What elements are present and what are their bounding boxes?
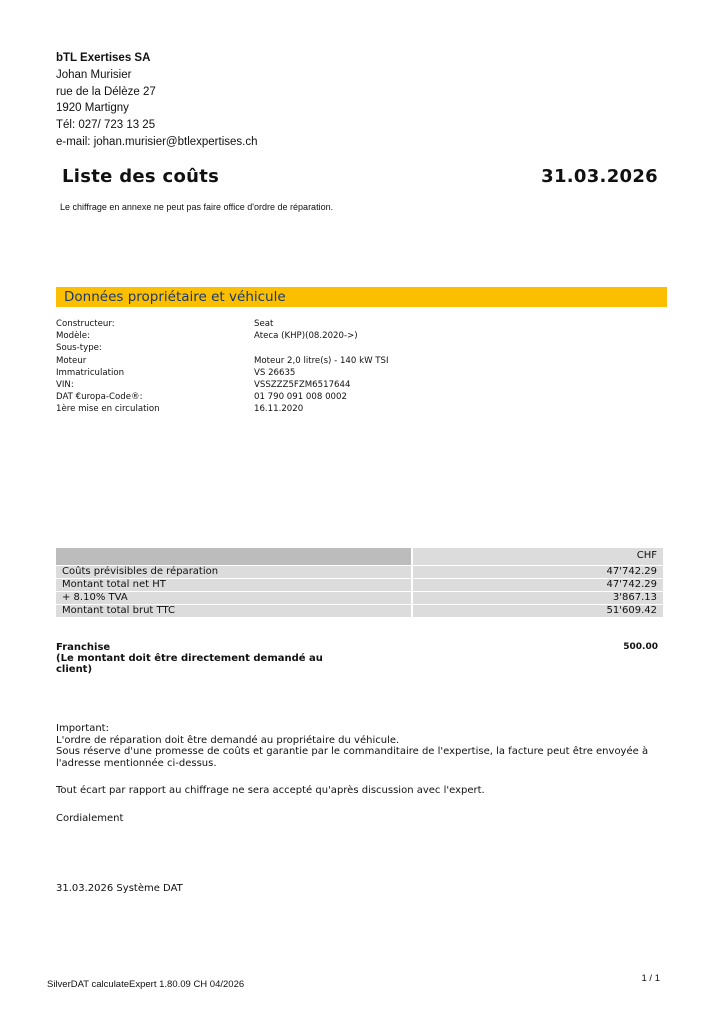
vehicle-value: Moteur 2,0 litre(s) - 140 kW TSI: [254, 355, 389, 366]
vehicle-label: VIN:: [56, 379, 74, 390]
sender-company: bTL Exertises SA: [56, 52, 151, 64]
vehicle-value: 16.11.2020: [254, 404, 304, 415]
vehicle-value: Seat: [254, 319, 274, 329]
system-date: 31.03.2026 Système DAT: [56, 883, 183, 894]
sender-name: Johan Murisier: [56, 68, 132, 81]
vehicle-value: Ateca (KHP)(08.2020->): [254, 331, 358, 342]
cost-label: Coûts prévisibles de réparation: [62, 565, 219, 577]
sender-city: 1920 Martigny: [56, 102, 129, 115]
vehicle-label: Sous-type:: [56, 343, 102, 354]
important-line: L'ordre de réparation doit être demandé au propriétaire du véhicule.: [56, 734, 400, 746]
vehicle-value: VS 26635: [254, 367, 296, 378]
currency-label: CHF: [636, 550, 657, 561]
franchise-block: [56, 642, 336, 675]
section-title: Données propriétaire et véhicule: [64, 289, 286, 305]
page-title: Liste des coûts: [62, 166, 220, 187]
franchise-amount: 500.00: [623, 642, 658, 652]
franchise-label: Franchise: [56, 642, 111, 653]
cost-amount: 47'742.29: [606, 578, 657, 590]
sender-phone: Tél: 027/ 723 13 25: [56, 119, 156, 132]
vehicle-label: Immatriculation: [56, 367, 125, 378]
deviation-note: Tout écart par rapport au chiffrage ne sera accepté qu'après discussion avec l'expert.: [56, 785, 485, 796]
cost-amount: 47'742.29: [606, 565, 657, 577]
vehicle-label: Constructeur:: [56, 319, 115, 329]
vehicle-label: Modèle:: [56, 331, 90, 342]
table-row: [56, 592, 663, 605]
important-notice: [56, 723, 666, 769]
important-title: Important:: [56, 723, 109, 734]
table-row: [56, 605, 663, 618]
cost-table: [56, 548, 663, 617]
document-date: 31.03.2026: [541, 166, 658, 187]
table-row: [56, 566, 663, 579]
cost-label: + 8.10% TVA: [62, 591, 128, 603]
sender-email: e-mail: johan.murisier@btlexpertises.ch: [56, 135, 258, 148]
vehicle-label: Moteur: [56, 355, 87, 366]
vehicle-label: 1ère mise en circulation: [56, 404, 160, 415]
cost-amount: 3'867.13: [612, 591, 657, 603]
disclaimer: Le chiffrage en annexe ne peut pas faire office d'ordre de réparation.: [60, 202, 334, 212]
cost-amount: 51'609.42: [606, 604, 657, 616]
closing: Cordialement: [56, 813, 124, 824]
cost-label: Montant total net HT: [62, 578, 166, 590]
vehicle-value: 01 790 091 008 0002: [254, 392, 347, 403]
vehicle-label: DAT €uropa-Code®:: [56, 392, 143, 403]
vehicle-value: VSSZZZ5FZM6517644: [254, 379, 351, 390]
sender-address: [56, 50, 258, 151]
footer-software: SilverDAT calculateExpert 1.80.09 CH 04/2026: [47, 979, 245, 990]
franchise-note: (Le montant doit être directement demandé au client): [56, 653, 323, 675]
table-row: [56, 579, 663, 592]
cost-table-header: [56, 548, 663, 565]
page-number: 1 / 1: [641, 973, 660, 984]
section-header: [56, 287, 667, 307]
important-line: Sous réserve d'une promesse de coûts et garantie par le commanditaire de l'expertise, la facture peut être envoyée à l'adresse mentionnée ci-dessus.: [56, 746, 649, 769]
cost-label: Montant total brut TTC: [62, 604, 175, 616]
sender-street: rue de la Délèze 27: [56, 85, 156, 98]
